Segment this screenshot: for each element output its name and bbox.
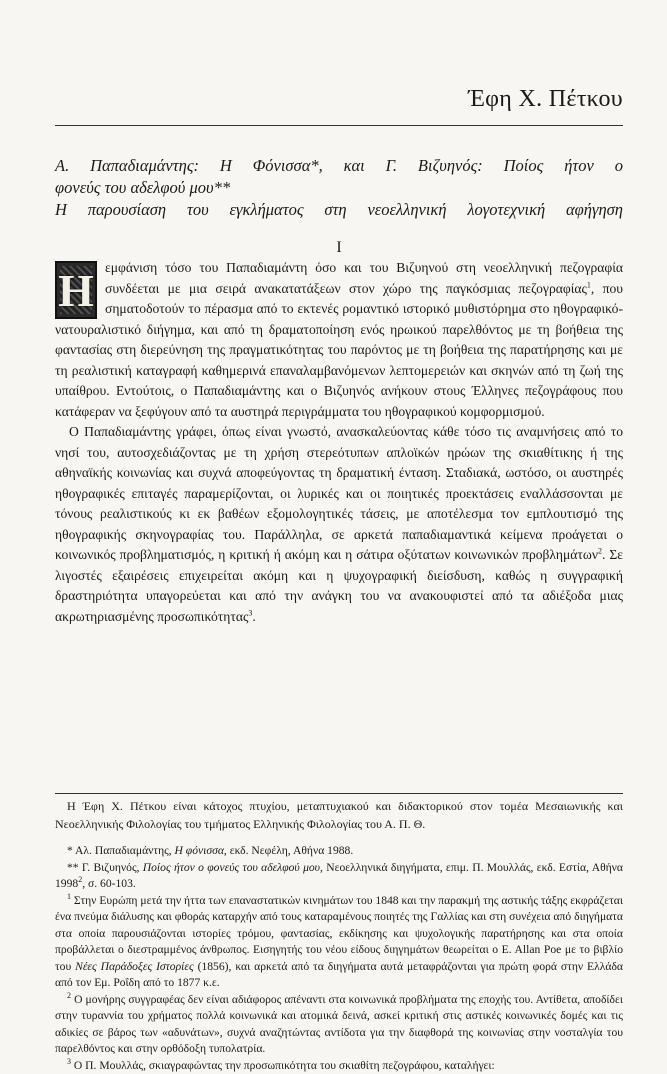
footnote-1 <box>55 893 623 992</box>
footnote-2 <box>55 992 623 1058</box>
footnote-3-marker: 3 <box>67 1057 71 1066</box>
dropcap-ornament <box>55 261 97 319</box>
section-number: Ι <box>55 239 623 257</box>
footnote-star <box>55 843 623 860</box>
footnote-dstar-text: ** Γ. Βιζυηνός, <box>67 861 143 874</box>
footnote-dstar-pages: , σ. 60-103. <box>82 877 136 890</box>
footnote-1-title: Νέες Παράδοξες Ιστορίες <box>75 960 194 973</box>
paragraph-2 <box>55 422 623 627</box>
paragraph-1-text: εμφάνιση τόσο του Παπαδιαμάντη όσο και του Βιζυηνού στη νεοελληνική πεζογραφία συνδέεται με μια σειρά ανακατατάξεων στον χώρο της παγκόσμιας πεζογραφίας <box>105 260 623 296</box>
footnote-ref-1: 1 <box>587 280 591 289</box>
footnote-dstar-title: Ποίος ήτον ο φονεύς του αδελφού μου <box>143 861 320 874</box>
footnote-ref-3: 3 <box>248 608 252 617</box>
footnote-dstar-edition: 2 <box>78 875 82 884</box>
paragraph-2-text: Ο Παπαδιαμάντης γράφει, όπως είναι γνωστό, ανασκαλεύοντας κάθε τόσο τις αναμνήσεις από το νησί του, αυτοσχεδιάζοντας με τη χρήση στερεότυπων απλοϊκών ηρώων της σκιαθίτικης ή της αθηναϊκής κοινωνίας και συχνά αποφεύγοντας τη δραματική ένταση. Σταδιακά, ωστόσο, οι αυστηρές ηθογραφικές επιταγές παραμερίζονται, οι λυρικές και οι ποιητικές προεκτάσεις εναλλάσσονται με τόνους ρεαλιστικούς κι εκ βαθέων εξομολογητικές τάσεις, με αποτέλεσμα τον εμπλουτισμό της ηθογραφικής σκηνογραφίας του. Παράλληλα, σε αρκετά παπαδιαμαντικά κείμενα προάγεται ο κοινωνικός προβληματισμός, η κριτική ή ακόμη και η σάτιρα οξύτατων κοινωνικών προβλημάτων <box>55 424 623 562</box>
footnote-double-star <box>55 860 623 893</box>
paragraph-1-text-cont: , που σηματοδοτούν το πέρασμα από το εκτενές ρομαντικό ιστορικό μυθιστόρημα στο ηθογραφικό-νατουραλιστικό διήγημα, και από τη δραματοποίηση ενός ηρωικού παρελθόντος με τη βοήθεια της φαντασίας στη διερεύνηση της πραγματικότητας του παρόντος με τη βοήθεια της παρατήρησης και με τη ρεαλιστική καταγραφή καθημερινά επαναλαμβανόμενων λεπτομερειών και σκηνών από τη ζωή της υπαίθρου. Εντούτοις, ο Παπαδιαμάντης και ο Βιζυηνός ανήκουν στους Έλληνες πεζογράφους που κατάφεραν να ξεφύγουν από τα αυστηρά περιγράμματα του ηθογραφικού κομφορμισμού. <box>55 281 623 419</box>
footnote-dstar-pub: , Νεοελληνικά διηγήματα, επιμ. Π. Μουλλάς, εκδ. Εστία, Αθήνα 1998 <box>55 861 623 891</box>
paragraph-2-end: . <box>252 609 255 624</box>
footnote-3-text: Ο Π. Μουλλάς, σκιαγραφώντας την προσωπικότητα του σκιαθίτη πεζογράφου, καταλήγει: <box>71 1059 495 1072</box>
footnote-star-pub: , εκδ. Νεφέλη, Αθήνα 1988. <box>224 844 353 857</box>
body-text <box>55 258 623 627</box>
running-header-author: Έφη Χ. Πέτκου <box>468 86 623 113</box>
footnote-ref-2: 2 <box>598 546 602 555</box>
footnote-3 <box>55 1058 623 1074</box>
footnotes <box>55 843 623 1074</box>
author-bio-note: Η Έφη Χ. Πέτκου είναι κάτοχος πτυχίου, μεταπτυχιακού και διδακτορικού στον τομέα Μεσαιωνικής και Νεοελληνικής Φιλολογίας του τμήματος Ελληνικής Φιλολογίας του Α. Π. Θ. <box>55 797 623 833</box>
footnote-1-text-cont: (1856), και αρκετά από τα διηγήματα αυτά μεταφράζονται για πρώτη φορά στην Ελλάδα από τον Εμ. Ροΐδη από το 1877 κ.ε. <box>55 960 623 990</box>
footnote-star-title: Η φόνισσα <box>175 844 224 857</box>
footnote-1-marker: 1 <box>67 892 71 901</box>
dropcap-letter: Η <box>57 265 95 317</box>
title-line-1: Α. Παπαδιαμάντης: Η Φόνισσα*, και Γ. Βιζυηνός: Ποίος ήτον ο <box>55 155 623 177</box>
footnote-star-text: * Αλ. Παπαδιαμάντης, <box>67 844 175 857</box>
title-line-3: Η παρουσίαση του εγκλήματος στη νεοελληνική λογοτεχνική αφήγηση <box>55 199 623 221</box>
paragraph-2-text-cont: . Σε λιγοστές εξαιρέσεις επιχειρείται ακόμη και η ψυχογραφική διείσδυση, καθώς η συγγραφική δραστηριότητα υπαγορεύεται και από την ανάγκη του να ανακουφιστεί από τα αδιέξοδα μιας ακρωτηριασμένης προσωπικότητας <box>55 547 623 624</box>
footnote-rule <box>55 793 623 794</box>
article-title <box>55 155 623 221</box>
footnote-1-text: Στην Ευρώπη μετά την ήττα των επαναστατικών κινημάτων του 1848 και την παρακμή της αστικής τάξης εκφράζεται ένα πνεύμα διάλυσης και φθοράς καταρχήν από τους καταραμένους ποιητές της Γαλλίας και στη συνέχεια από διηγήματα στα οποία παρουσιάζονται ιστορίες τρόμου, φαντασίας, εκδίκησης και ψυχολογικής παρατήρησης και στα οποία προβάλλεται ο διεστραμμένος άνθρωπος. Εισηγητής του νέου είδους διηγημάτων θεωρείται ο E. Allan Poe με το βιβλίο του <box>55 894 623 973</box>
paragraph-1 <box>55 258 623 422</box>
header-rule <box>55 125 623 126</box>
footnote-2-marker: 2 <box>67 991 71 1000</box>
title-line-2: φονεύς του αδελφού μου** <box>55 177 623 199</box>
footnote-2-text: Ο μονήρης συγγραφέας δεν είναι αδιάφορος απέναντι στα κοινωνικά προβλήματα της εποχής του. Αντίθετα, αποδίδει στην τυραννία του χρήματος πολλά κοινωνικά και ατομικά δεινά, ασκεί κριτική στις αστικές κοινωνικές δομές και τις αδικίες σε βάρος των «αδυνάτων», συχνά αναζητώντας αντίδοτα για την διαφθορά της κοινωνίας στην νοσταλγία του παρελθόντος και στην ορθόδοξη τυπολατρία. <box>55 993 623 1056</box>
